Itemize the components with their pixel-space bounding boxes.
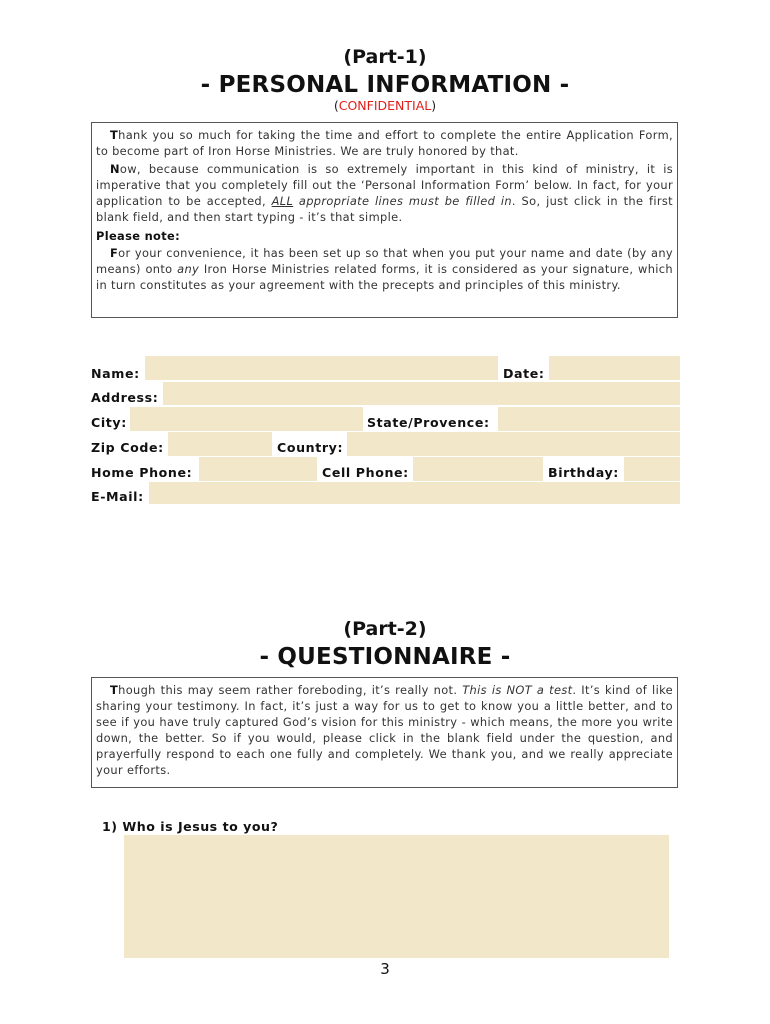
- home-phone-field[interactable]: [199, 457, 317, 481]
- confidential-note: (CONFIDENTIAL): [333, 98, 437, 113]
- questionnaire-intro-box: [91, 677, 678, 788]
- intro-paragraph-1: Thank you so much for taking the time and effort to complete the entire Application Form, to become part of Iron Horse Ministries. We are truly honored by that.: [96, 128, 673, 159]
- please-note-heading: Please note:: [96, 228, 180, 243]
- part1-label: (Part-1): [343, 46, 427, 68]
- cell-phone-field[interactable]: [413, 457, 543, 481]
- email-label: E-Mail:: [91, 489, 144, 504]
- home-phone-label: Home Phone:: [91, 465, 193, 480]
- city-label: City:: [91, 415, 127, 430]
- personal-info-intro-box: [91, 122, 678, 318]
- question-1-label: 1) Who is Jesus to you?: [102, 819, 279, 834]
- name-field[interactable]: [145, 356, 498, 380]
- birthday-label: Birthday:: [548, 465, 619, 480]
- intro-paragraph-2: Now, because communication is so extremely important in this kind of ministry, it is imperative that you completely fill out the ‘Personal Information Form’ below. In fact, for your application to be accepted, ALL appropriate lines must be filled in. So, just click in the first blank field, and then start typing - it’s that simple.: [96, 162, 673, 225]
- city-field[interactable]: [130, 407, 363, 431]
- address-label: Address:: [91, 390, 159, 405]
- birthday-field[interactable]: [624, 457, 680, 481]
- email-field[interactable]: [149, 482, 680, 504]
- date-label: Date:: [503, 366, 545, 381]
- zip-field[interactable]: [168, 432, 272, 456]
- cell-phone-label: Cell Phone:: [322, 465, 409, 480]
- question-1-answer-field[interactable]: [124, 835, 669, 958]
- state-label: State/Provence:: [367, 415, 490, 430]
- part2-title: - QUESTIONNAIRE -: [259, 644, 511, 670]
- country-label: Country:: [277, 440, 344, 455]
- part1-title: - PERSONAL INFORMATION -: [200, 72, 570, 98]
- name-label: Name:: [91, 366, 140, 381]
- date-field[interactable]: [549, 356, 680, 380]
- questionnaire-intro-paragraph: Though this may seem rather foreboding, it’s really not. This is NOT a test. It’s kind of like sharing your testimony. In fact, it’s just a way for us to get to know you a little better, and to see if you have truly captured God’s vision for this ministry - which means, the more you write down, the better. So if you would, please click in the blank field under the question, and prayerfully respond to each one fully and completely. We thank you, and we really appreciate your efforts.: [96, 683, 673, 778]
- address-field[interactable]: [163, 382, 680, 405]
- part2-label: (Part-2): [343, 618, 427, 640]
- zip-label: Zip Code:: [91, 440, 164, 455]
- confidential-word: CONFIDENTIAL: [338, 98, 432, 113]
- page-number: 3: [380, 960, 390, 978]
- intro-paragraph-3: For your convenience, it has been set up so that when you put your name and date (by any means) onto any Iron Horse Ministries related forms, it is considered as your signature, which in turn constitutes as your agreement with the precepts and principles of this ministry.: [96, 245, 673, 292]
- country-field[interactable]: [347, 432, 680, 456]
- state-field[interactable]: [498, 407, 680, 431]
